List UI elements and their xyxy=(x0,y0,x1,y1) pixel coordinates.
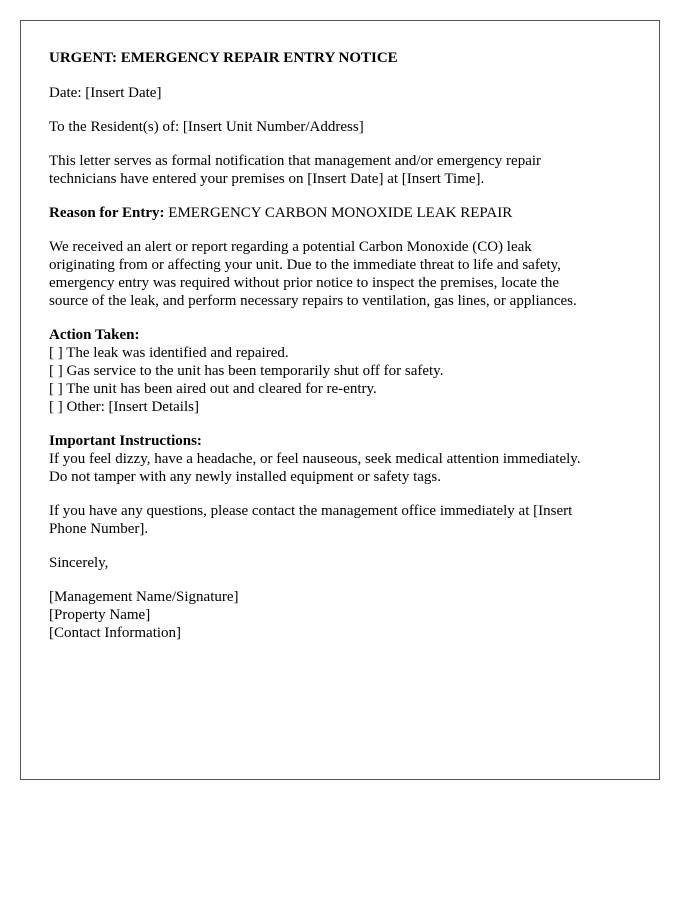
text-line: Phone Number]. xyxy=(49,521,149,537)
text-line: Do not tamper with any newly installed equipment or safety tags. xyxy=(49,469,441,485)
closing: Sincerely, xyxy=(49,555,109,571)
instructions-section xyxy=(49,432,639,486)
notice-title: URGENT: EMERGENCY REPAIR ENTRY NOTICE xyxy=(49,50,398,66)
notice-document xyxy=(20,20,660,780)
instructions-heading: Important Instructions: xyxy=(49,433,202,449)
text-line: This letter serves as formal notification that management and/or emergency repair xyxy=(49,153,542,169)
action-item: [ ] The unit has been aired out and cleared for re-entry. xyxy=(49,381,377,397)
intro-paragraph xyxy=(49,152,639,188)
text-line: We received an alert or report regarding a potential Carbon Monoxide (CO) leak xyxy=(49,239,532,255)
signature-line: [Management Name/Signature] xyxy=(49,589,239,605)
signature-line: [Contact Information] xyxy=(49,625,182,641)
action-item: [ ] Gas service to the unit has been temporarily shut off for safety. xyxy=(49,363,444,379)
reason-label: Reason for Entry: xyxy=(49,205,165,221)
action-item: [ ] The leak was identified and repaired. xyxy=(49,345,289,361)
body-paragraph xyxy=(49,238,639,310)
action-heading: Action Taken: xyxy=(49,327,140,343)
reason-value: EMERGENCY CARBON MONOXIDE LEAK REPAIR xyxy=(168,205,513,221)
reason-line xyxy=(49,204,639,222)
contact-paragraph xyxy=(49,502,639,538)
text-line: emergency entry was required without prior notice to inspect the premises, locate the xyxy=(49,275,559,291)
action-item: [ ] Other: [Insert Details] xyxy=(49,399,199,415)
text-line: technicians have entered your premises on [Insert Date] at [Insert Time]. xyxy=(49,171,485,187)
signature-block xyxy=(49,588,639,642)
text-line: originating from or affecting your unit. Due to the immediate threat to life and safety, xyxy=(49,257,561,273)
recipient-line: To the Resident(s) of: [Insert Unit Number/Address] xyxy=(49,119,364,135)
text-line: If you feel dizzy, have a headache, or feel nauseous, seek medical attention immediately. xyxy=(49,451,581,467)
action-section xyxy=(49,326,639,416)
date-line: Date: [Insert Date] xyxy=(49,85,162,101)
text-line: If you have any questions, please contact the management office immediately at [Insert xyxy=(49,503,573,519)
signature-line: [Property Name] xyxy=(49,607,151,623)
text-line: source of the leak, and perform necessary repairs to ventilation, gas lines, or appliances. xyxy=(49,293,577,309)
